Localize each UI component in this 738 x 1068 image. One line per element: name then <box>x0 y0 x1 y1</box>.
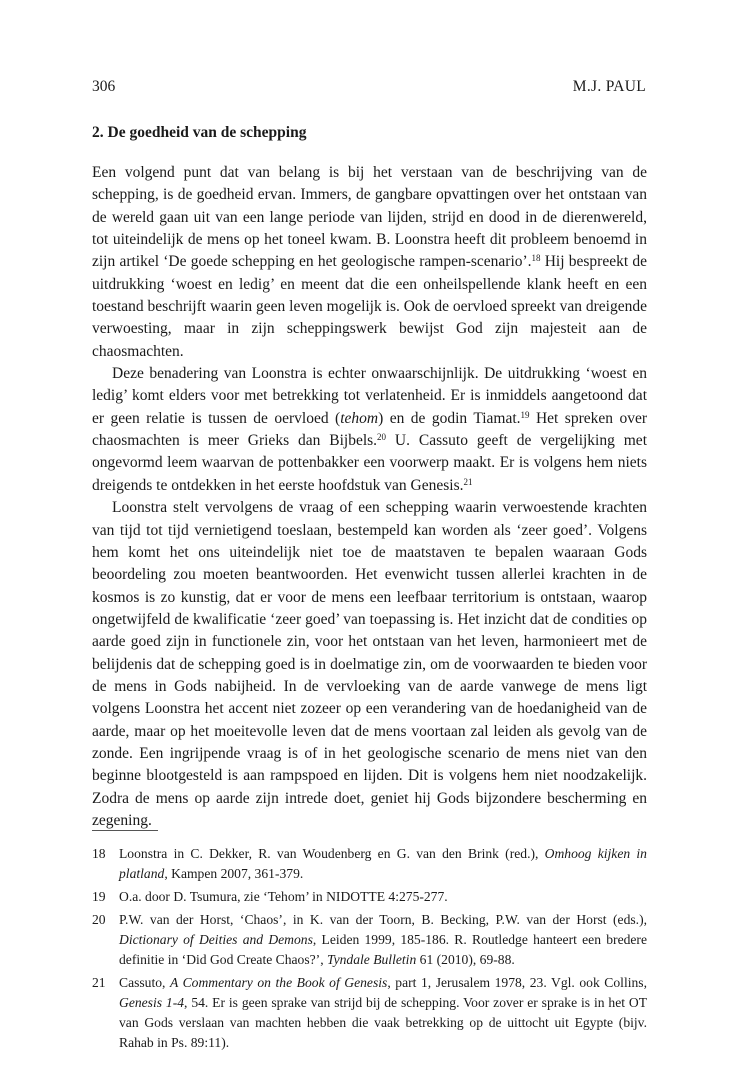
footnote-21 <box>92 973 647 1053</box>
paragraph-3: Loonstra stelt vervolgens de vraag of een schepping waarin verwoestende krachten van tijd tot tijd vernietigend toeslaan, bestempeld kan worden als ‘zeer goed’. Volgens hem komt het ons uiteindelijk niet toe de maatstaven te bepalen waaraan Gods beoordeling zou moeten beantwoorden. Het evenwicht tussen allerlei krachten in de kosmos is zo kunstig, dat er voor de mens een leefbaar territorium is ontstaan, waarop ongetwijfeld de kwalificatie ‘zeer goed’ van toepassing is. Het inzicht dat de condities op aarde goed zijn in functionele zin, voor het ontstaan van het leven, harmonieert met de belijdenis dat de schepping goed is in doelmatige zin, om de voorwaarden te bieden voor de mens in Gods nabijheid. In de vervloeking van de aarde vanwege de mens ligt volgens Loonstra het accent niet zozeer op een verandering van de hoedanigheid van de aarde, maar op het moeitevolle leven dat de mens voortaan zal leiden als gevolg van de zonde. Een ingrijpende vraag is of in het geologische scenario de mens niet van den beginne blootgesteld is aan rampspoed en lijden. Dit is volgens hem niet noodzakelijk. Zodra de mens op aarde zijn intrede doet, geniet hij Gods bijzondere bescherming en zegening. <box>92 499 647 829</box>
paragraph-1: Een volgend punt dat van belang is bij het verstaan van de beschrijving van de schepping, is de goedheid ervan. Immers, de gangbare opvattingen over het ontstaan van de wereld gaan uit van een lange periode van lijden, strijd en dood in de dierenwereld, tot uiteindelijk de mens op het toneel kwam. B. Loonstra heeft dit probleem benoemd in zijn artikel ‘De goede schepping en het geologische rampen-scenario’.$^{18}$ Hij bespreekt de uitdrukking ‘woest en ledig’ en meent dat die een onheilspellende klank heeft en een toestand beschrijft waarin geen leven mogelijk is. Ook de oervloed spreekt van dreigende verwoesting, maar in zijn scheppingswerk bewijst God zijn majesteit aan de chaosmachten. <box>92 164 647 360</box>
footnote-ref-20: 20 <box>377 432 387 443</box>
section-title: 2. De goedheid van de schepping <box>92 124 307 141</box>
footnote-number: 19 <box>92 889 106 904</box>
body-text <box>92 162 647 832</box>
paragraph-2: Deze benadering van Loonstra is echter onwaarschijnlijk. De uitdrukking ‘woest en ledig’ komt elders voor met betrekking tot verlatenheid. Er is inmiddels aangetoond dat er geen relatie is tussen de oervloed (tehom) en de godin Tiamat.$^{19}$ Het spreken over chaosmachten is meer Grieks dan Bijbels.$^{20}$ U. Cassuto geeft de vergelijking met ongevormd leem waarvan de pottenbakker een voorwerp maakt. Er is volgens hem niets dreigends te ontdekken in het eerste hoofdstuk van Genesis.$^{21}$ <box>92 365 647 494</box>
running-header <box>92 78 646 98</box>
footnotes <box>92 844 647 1056</box>
footnote-number: 21 <box>92 975 106 990</box>
footnote-19 <box>92 887 647 907</box>
footnote-separator <box>92 830 158 831</box>
footnote-number: 18 <box>92 846 106 861</box>
footnote-ref-19: 19 <box>520 409 530 420</box>
footnote-text: Loonstra in C. Dekker, R. van Woudenberg en G. van den Brink (red.), Omhoog kijken in platland, Kampen 2007, 361-379. <box>119 846 647 881</box>
footnote-ref-21: 21 <box>463 476 473 487</box>
footnote-number: 20 <box>92 912 106 927</box>
running-author: M.J. PAUL <box>572 78 646 95</box>
italic-term: tehom <box>340 409 379 427</box>
footnote-text: O.a. door D. Tsumura, zie ‘Tehom’ in NIDOTTE 4:275-277. <box>119 889 448 904</box>
footnote-18 <box>92 844 647 884</box>
footnote-text: P.W. van der Horst, ‘Chaos’, in K. van der Toorn, B. Becking, P.W. van der Horst (eds.), Dictionary of Deities and Demons, Leiden 1999, 185-186. R. Routledge hanteert een bredere definitie in ‘Did God Create Chaos?’, Tyndale Bulletin 61 (2010), 69-88. <box>119 912 647 967</box>
footnote-text: Cassuto, A Commentary on the Book of Genesis, part 1, Jerusalem 1978, 23. Vgl. ook Collins, Genesis 1-4, 54. Er is geen sprake van strijd bij de schepping. Voor zover er sprake is in het OT van Gods verslaan van machten hebben die vaak betrekking op de uittocht uit Egypte (bijv. Rahab in Ps. 89:11). <box>119 975 648 1050</box>
footnote-20 <box>92 910 647 970</box>
page-number: 306 <box>92 78 116 95</box>
footnote-ref-18: 18 <box>531 253 541 264</box>
